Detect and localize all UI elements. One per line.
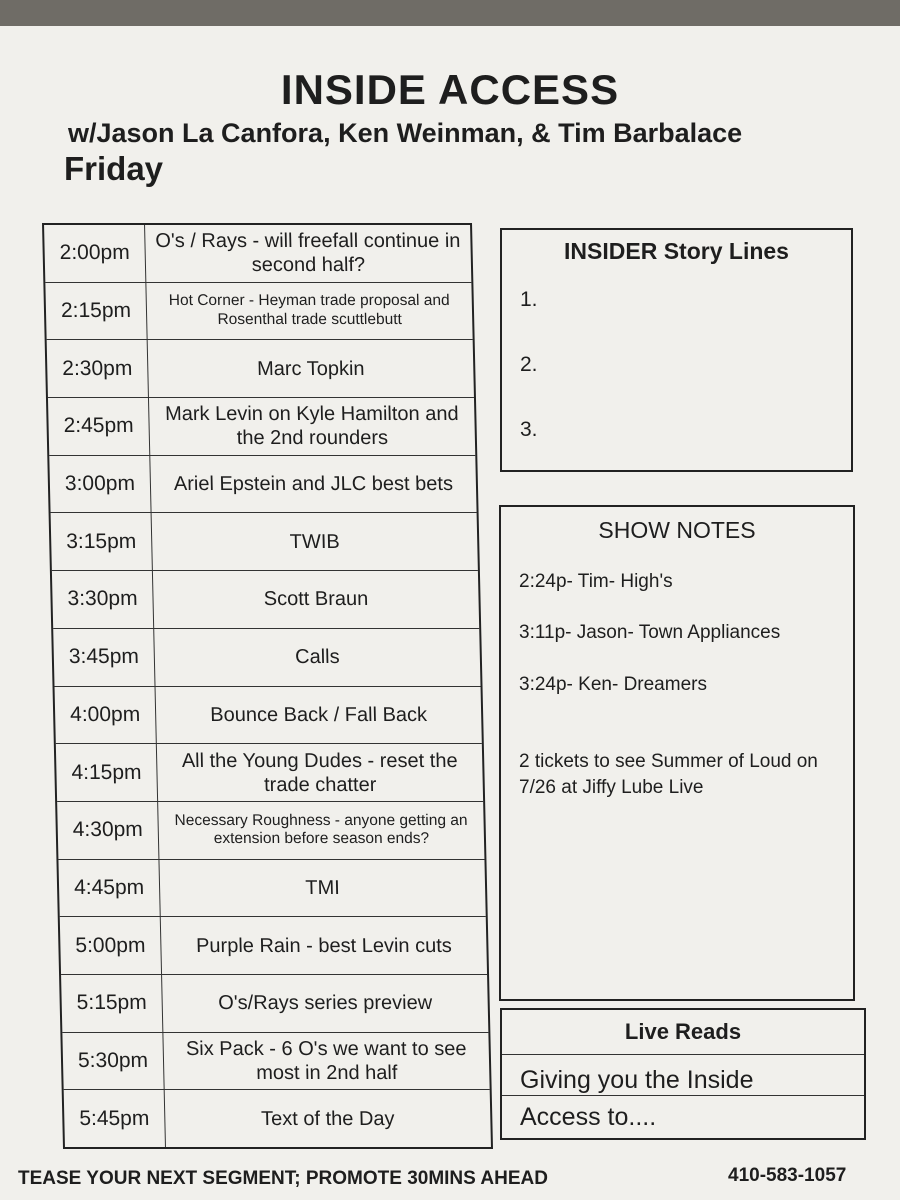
day-label: Friday (64, 150, 164, 187)
segment-title: Six Pack - 6 O's we want to see most in 2nd half (185, 1037, 467, 1084)
segment-title: Purple Rain - best Levin cuts (195, 934, 452, 957)
schedule-row (47, 340, 474, 398)
story-line-item: 2. (520, 353, 538, 376)
show-notes-box (499, 505, 855, 1001)
schedule-row (53, 629, 480, 687)
segment-title: Scott Braun (263, 588, 369, 611)
schedule-row (64, 1090, 491, 1147)
schedule-row (52, 571, 479, 629)
segment-title: Necessary Roughness - anyone getting an extension before season ends? (174, 811, 468, 848)
phone-number: 410-583-1057 (728, 1165, 847, 1186)
segment-title: Hot Corner - Heyman trade proposal and Rosenthal trade scuttlebutt (168, 292, 450, 329)
live-reads-title: Live Reads (502, 1010, 864, 1055)
segment-time: 2:45pm (48, 398, 150, 455)
segment-time: 4:15pm (56, 744, 158, 801)
footer-note: TEASE YOUR NEXT SEGMENT; PROMOTE 30MINS AHEAD (18, 1168, 548, 1189)
segment-title: TWIB (289, 530, 340, 553)
segment-title: Text of the Day (260, 1107, 395, 1130)
schedule-row (49, 456, 476, 514)
segment-time: 3:45pm (53, 629, 155, 686)
segment-time: 5:30pm (62, 1033, 164, 1090)
schedule-row (44, 225, 471, 283)
segment-time: 4:30pm (57, 802, 159, 859)
segment-title: Mark Levin on Kyle Hamilton and the 2nd rounders (164, 403, 459, 450)
segment-title: O's / Rays - will freefall continue in second half? (155, 230, 461, 277)
hosts-line: w/Jason La Canfora, Ken Weinman, & Tim Barbalace (68, 118, 743, 148)
schedule-row (57, 802, 484, 860)
segment-time: 5:00pm (60, 917, 162, 974)
schedule-row (58, 860, 485, 918)
segment-time: 3:15pm (51, 513, 153, 570)
segment-time: 2:30pm (47, 340, 149, 397)
schedule-row (55, 687, 482, 745)
schedule-row (45, 283, 472, 341)
segment-time: 4:00pm (55, 687, 157, 744)
show-notes-title: SHOW NOTES (598, 517, 756, 543)
segment-title: All the Young Dudes - reset the trade chatter (181, 749, 458, 796)
segment-title: Calls (294, 646, 340, 669)
ticket-promo: 2 tickets to see Summer of Loud on 7/26 at Jiffy Lube Live (519, 751, 818, 798)
show-note-item: 3:11p- Jason- Town Appliances (519, 622, 781, 643)
segment-title: O's/Rays series preview (218, 992, 433, 1015)
segment-title: Ariel Epstein and JLC best bets (173, 473, 454, 496)
segment-time: 2:15pm (45, 283, 147, 340)
story-lines-box (500, 228, 853, 472)
schedule-row (62, 1033, 489, 1091)
live-read-line: Access to.... (520, 1103, 657, 1131)
schedule-row (51, 513, 478, 571)
schedule-table (42, 223, 493, 1149)
segment-title: Bounce Back / Fall Back (210, 703, 428, 726)
segment-title: Marc Topkin (256, 357, 365, 380)
segment-time: 5:45pm (64, 1090, 166, 1147)
schedule-row (48, 398, 475, 456)
schedule-row (60, 917, 487, 975)
show-title: INSIDE ACCESS (280, 66, 620, 113)
story-line-item: 3. (520, 418, 538, 441)
live-read-line: Giving you the Inside (502, 1054, 864, 1096)
story-line-item: 1. (520, 288, 538, 311)
segment-time: 3:00pm (49, 456, 151, 513)
show-note-item: 3:24p- Ken- Dreamers (519, 674, 707, 695)
schedule-row (61, 975, 488, 1033)
segment-time: 2:00pm (44, 225, 146, 282)
show-note-item: 2:24p- Tim- High's (519, 571, 673, 592)
live-reads-box (500, 1008, 866, 1140)
segment-time: 4:45pm (58, 860, 160, 917)
segment-time: 5:15pm (61, 975, 163, 1032)
schedule-row (56, 744, 483, 802)
story-lines-title: INSIDER Story Lines (564, 238, 789, 264)
segment-time: 3:30pm (52, 571, 154, 628)
segment-title: TMI (305, 876, 341, 899)
